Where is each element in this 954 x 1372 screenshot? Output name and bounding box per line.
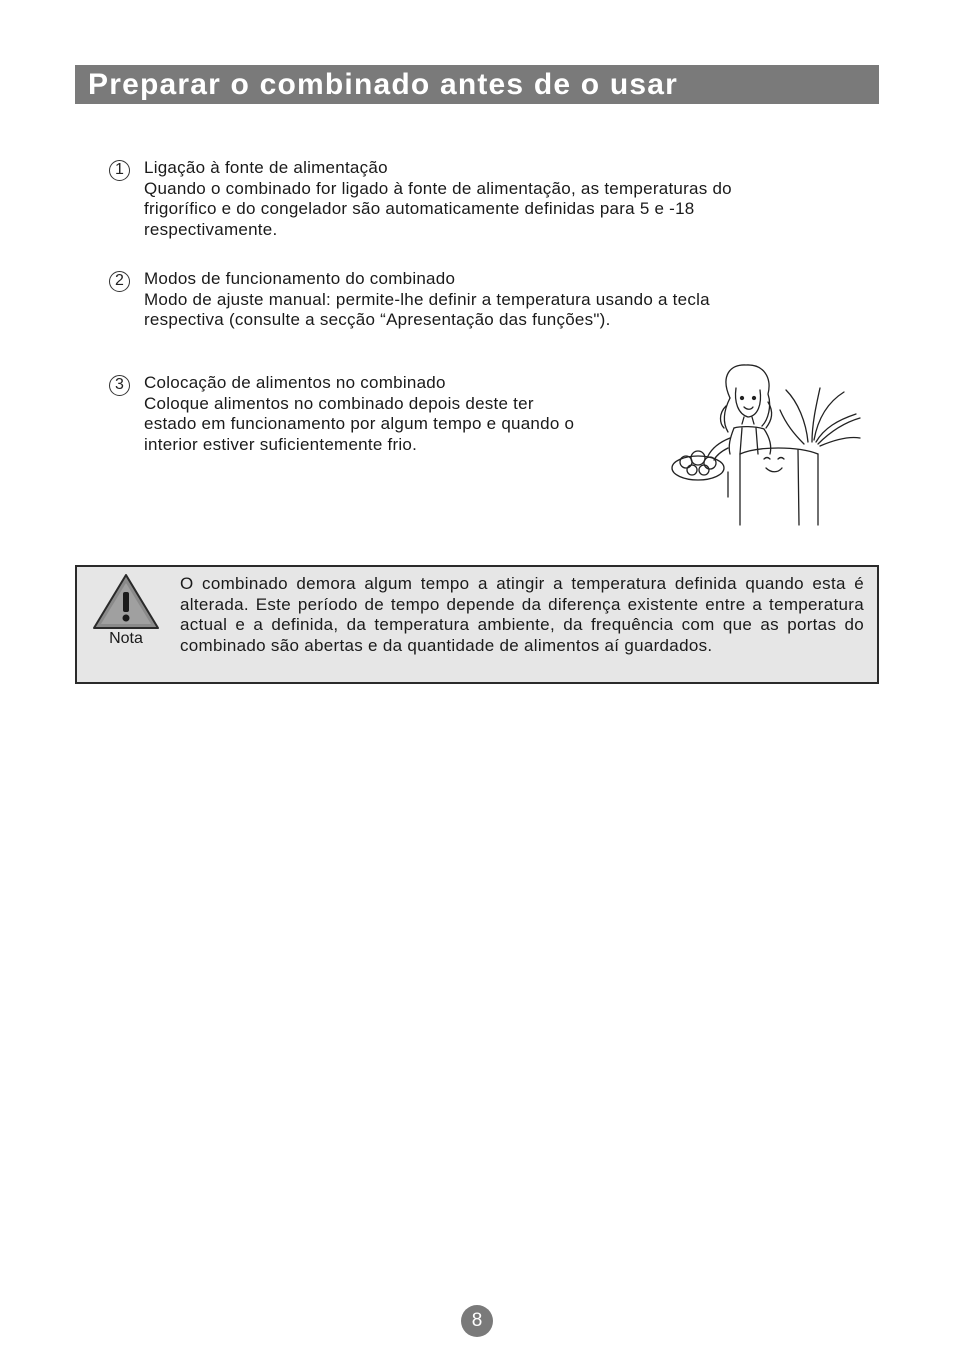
- section-line: Coloque alimentos no combinado depois deste ter: [144, 393, 534, 413]
- step-number-1: 1: [109, 160, 130, 181]
- page-title: Preparar o combinado antes de o usar: [75, 65, 879, 104]
- section-line: Modo de ajuste manual: permite-lhe definir a temperatura usando a tecla: [144, 289, 710, 309]
- step-number-2: 2: [109, 271, 130, 292]
- section-text: [144, 373, 574, 455]
- step-number-3: 3: [109, 375, 130, 396]
- section-heading: Ligação à fonte de alimentação: [144, 158, 388, 177]
- page-number: 8: [461, 1305, 493, 1337]
- woman-with-food-illustration: [668, 362, 863, 528]
- section-heading: Colocação de alimentos no combinado: [144, 373, 446, 392]
- note-text: O combinado demora algum tempo a atingir a temperatura definida quando esta é alterada. Este período de tempo depende da diferença existente entre a temperatura actual e a definida, da temperatura ambiente, da frequência com que as portas do combinado são abertas e da quantidade de alimentos aí guardados.: [180, 574, 864, 655]
- section-line: interior estiver suficientemente frio.: [144, 434, 418, 454]
- section-line: Quando o combinado for ligado à fonte de alimentação, as temperaturas do: [144, 178, 732, 198]
- section-text: [144, 158, 732, 240]
- section-line: frigorífico e do congelador são automaticamente definidas para 5 e -18: [144, 199, 695, 218]
- note-box: [75, 565, 879, 684]
- section-heading: Modos de funcionamento do combinado: [144, 269, 456, 288]
- section-text: [144, 269, 710, 331]
- section-line: respectiva (consulte a secção “Apresentação das funções").: [144, 310, 611, 329]
- note-label: Nota: [109, 630, 143, 647]
- warning-triangle-icon: [91, 572, 161, 630]
- section-line: estado em funcionamento por algum tempo e quando o: [144, 414, 575, 433]
- section-line: respectivamente.: [144, 219, 278, 239]
